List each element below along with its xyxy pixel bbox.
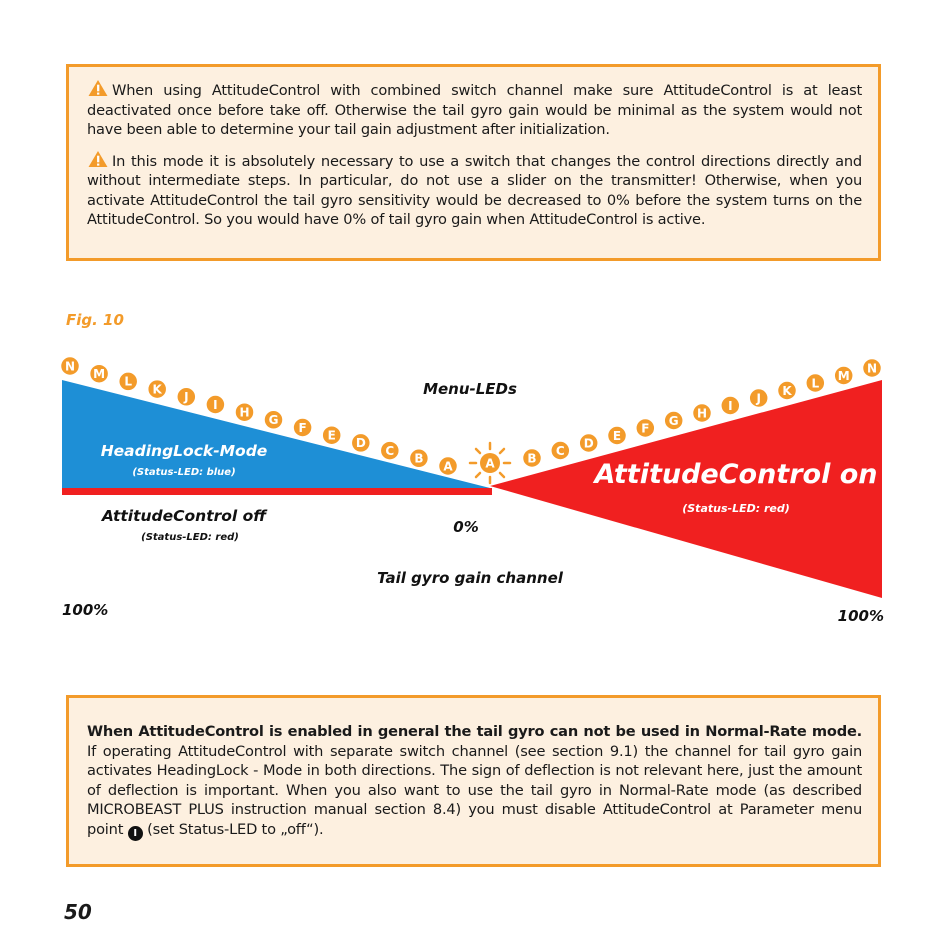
led-right-i [721, 396, 740, 415]
led-left-a [439, 457, 458, 476]
led-right-k [778, 381, 797, 400]
warning-triangle-icon [87, 79, 109, 97]
led-letter: M [93, 367, 106, 381]
led-letter: B [414, 451, 424, 466]
led-right-c [551, 441, 570, 460]
led-letter: D [583, 436, 594, 451]
attitudecontrol-note-paragraph [87, 722, 862, 841]
led-letter: N [64, 359, 76, 374]
led-right-b [523, 449, 542, 468]
headinglock-status-label: (Status-LED: blue) [132, 467, 236, 478]
led-left-f [293, 418, 312, 437]
led-letter: E [327, 428, 336, 443]
led-letter: F [298, 420, 307, 435]
led-letter: D [355, 436, 366, 451]
attitudecontrol-off-label: AttitudeControl off [101, 507, 267, 525]
left-extreme-label: 100% [62, 601, 109, 619]
warning-paragraph-2 [87, 150, 862, 230]
menu-leds-label: Menu-LEDs [423, 380, 517, 398]
led-letter: G [268, 413, 279, 428]
warning-triangle-icon [87, 150, 109, 168]
led-left-k [148, 380, 167, 399]
led-right-d [579, 434, 598, 453]
led-letter: F [641, 421, 650, 436]
led-right-j [749, 389, 768, 408]
led-left-j [177, 387, 196, 406]
center-led-sun-icon [470, 443, 510, 483]
attitudecontrol-on-status: (Status-LED: red) [682, 502, 790, 515]
figure-caption: Fig. 10 [66, 311, 124, 329]
right-extreme-label: 100% [837, 607, 884, 625]
zero-percent-label: 0% [453, 518, 479, 536]
attitudecontrol-note-box [66, 695, 881, 867]
led-letter: I [213, 397, 218, 412]
led-left-n [61, 357, 80, 376]
led-letter: I [728, 398, 733, 413]
attitudecontrol-off-status: (Status-LED: red) [141, 532, 239, 543]
led-letter: C [385, 443, 395, 458]
led-left-d [351, 433, 370, 452]
led-left-l [119, 372, 138, 391]
led-left-e [322, 426, 341, 445]
led-right-h [693, 404, 712, 423]
warning-text-1: When using AttitudeControl with combined switch channel make sure AttitudeControl is at least deactivated once before take off. Otherwise the tail gyro gain would be minimal as the system would not have been able to determine your tail gain adjustment after initialization. [87, 82, 862, 138]
led-right-n [863, 359, 882, 378]
attitudecontrol-on-label: AttitudeControl on [594, 459, 878, 490]
led-left-h [235, 403, 254, 422]
note-end-text: (set Status-LED to „off“). [142, 820, 324, 838]
parameter-point-icon: I [128, 826, 143, 841]
led-letter: H [239, 405, 250, 420]
warning-note-box [66, 64, 881, 261]
led-left-b [409, 449, 428, 468]
led-right-e [608, 426, 627, 445]
led-right-m [834, 366, 853, 385]
led-letter: J [184, 390, 189, 405]
axis-label: Tail gyro gain channel [377, 569, 563, 587]
led-left-c [380, 441, 399, 460]
led-left-i [206, 395, 225, 414]
led-letter: J [756, 391, 761, 406]
figure-10-diagram [0, 300, 945, 640]
led-letter: K [152, 382, 162, 397]
led-letter: N [866, 361, 878, 376]
warning-text-2: In this mode it is absolutely necessary to use a switch that changes the control directions directly and without intermediate steps. In particular, do not use a slider on the transmitter! Otherwise, when you activate AttitudeControl the tail gyro sensitivity would be decreased to 0% before the system turns on the AttitudeControl. So you would have 0% of tail gyro gain when AttitudeControl is active. [87, 152, 862, 228]
led-letter: B [527, 451, 537, 466]
page-number: 50 [64, 900, 92, 924]
led-right-g [664, 411, 683, 430]
led-left-g [264, 410, 283, 429]
led-letter: K [782, 383, 792, 398]
led-letter: L [124, 374, 133, 389]
led-right-f [636, 419, 655, 438]
attitude-off-band [62, 488, 492, 495]
led-letter: H [696, 406, 708, 421]
led-left-m [90, 364, 109, 383]
note-bold-lead: When AttitudeControl is enabled in general the tail gyro can not be used in Normal-Rate mode. [87, 723, 862, 740]
warning-paragraph-1 [87, 79, 862, 140]
headinglock-mode-label: HeadingLock-Mode [100, 442, 268, 460]
led-letter: M [837, 368, 850, 383]
led-letter: C [555, 443, 565, 458]
note-body-text: If operating AttitudeControl with separate switch channel (see section 9.1) the channel for tail gyro gain activates HeadingLock - Mode in both directions. The sign of deflection is not relevant here, just the amount of deflection is important. When you also want to use the tail gyro in Normal-Rate mode (as described MICROBEAST PLUS instruction manual section 8.4) you must disable AttitudeControl at Parameter menu point [87, 742, 862, 838]
led-letter: G [668, 413, 679, 428]
led-letter: A [443, 459, 453, 474]
led-letter: E [612, 428, 622, 443]
center-led-letter: A [485, 456, 495, 471]
led-letter: L [811, 376, 820, 391]
led-right-l [806, 374, 825, 393]
